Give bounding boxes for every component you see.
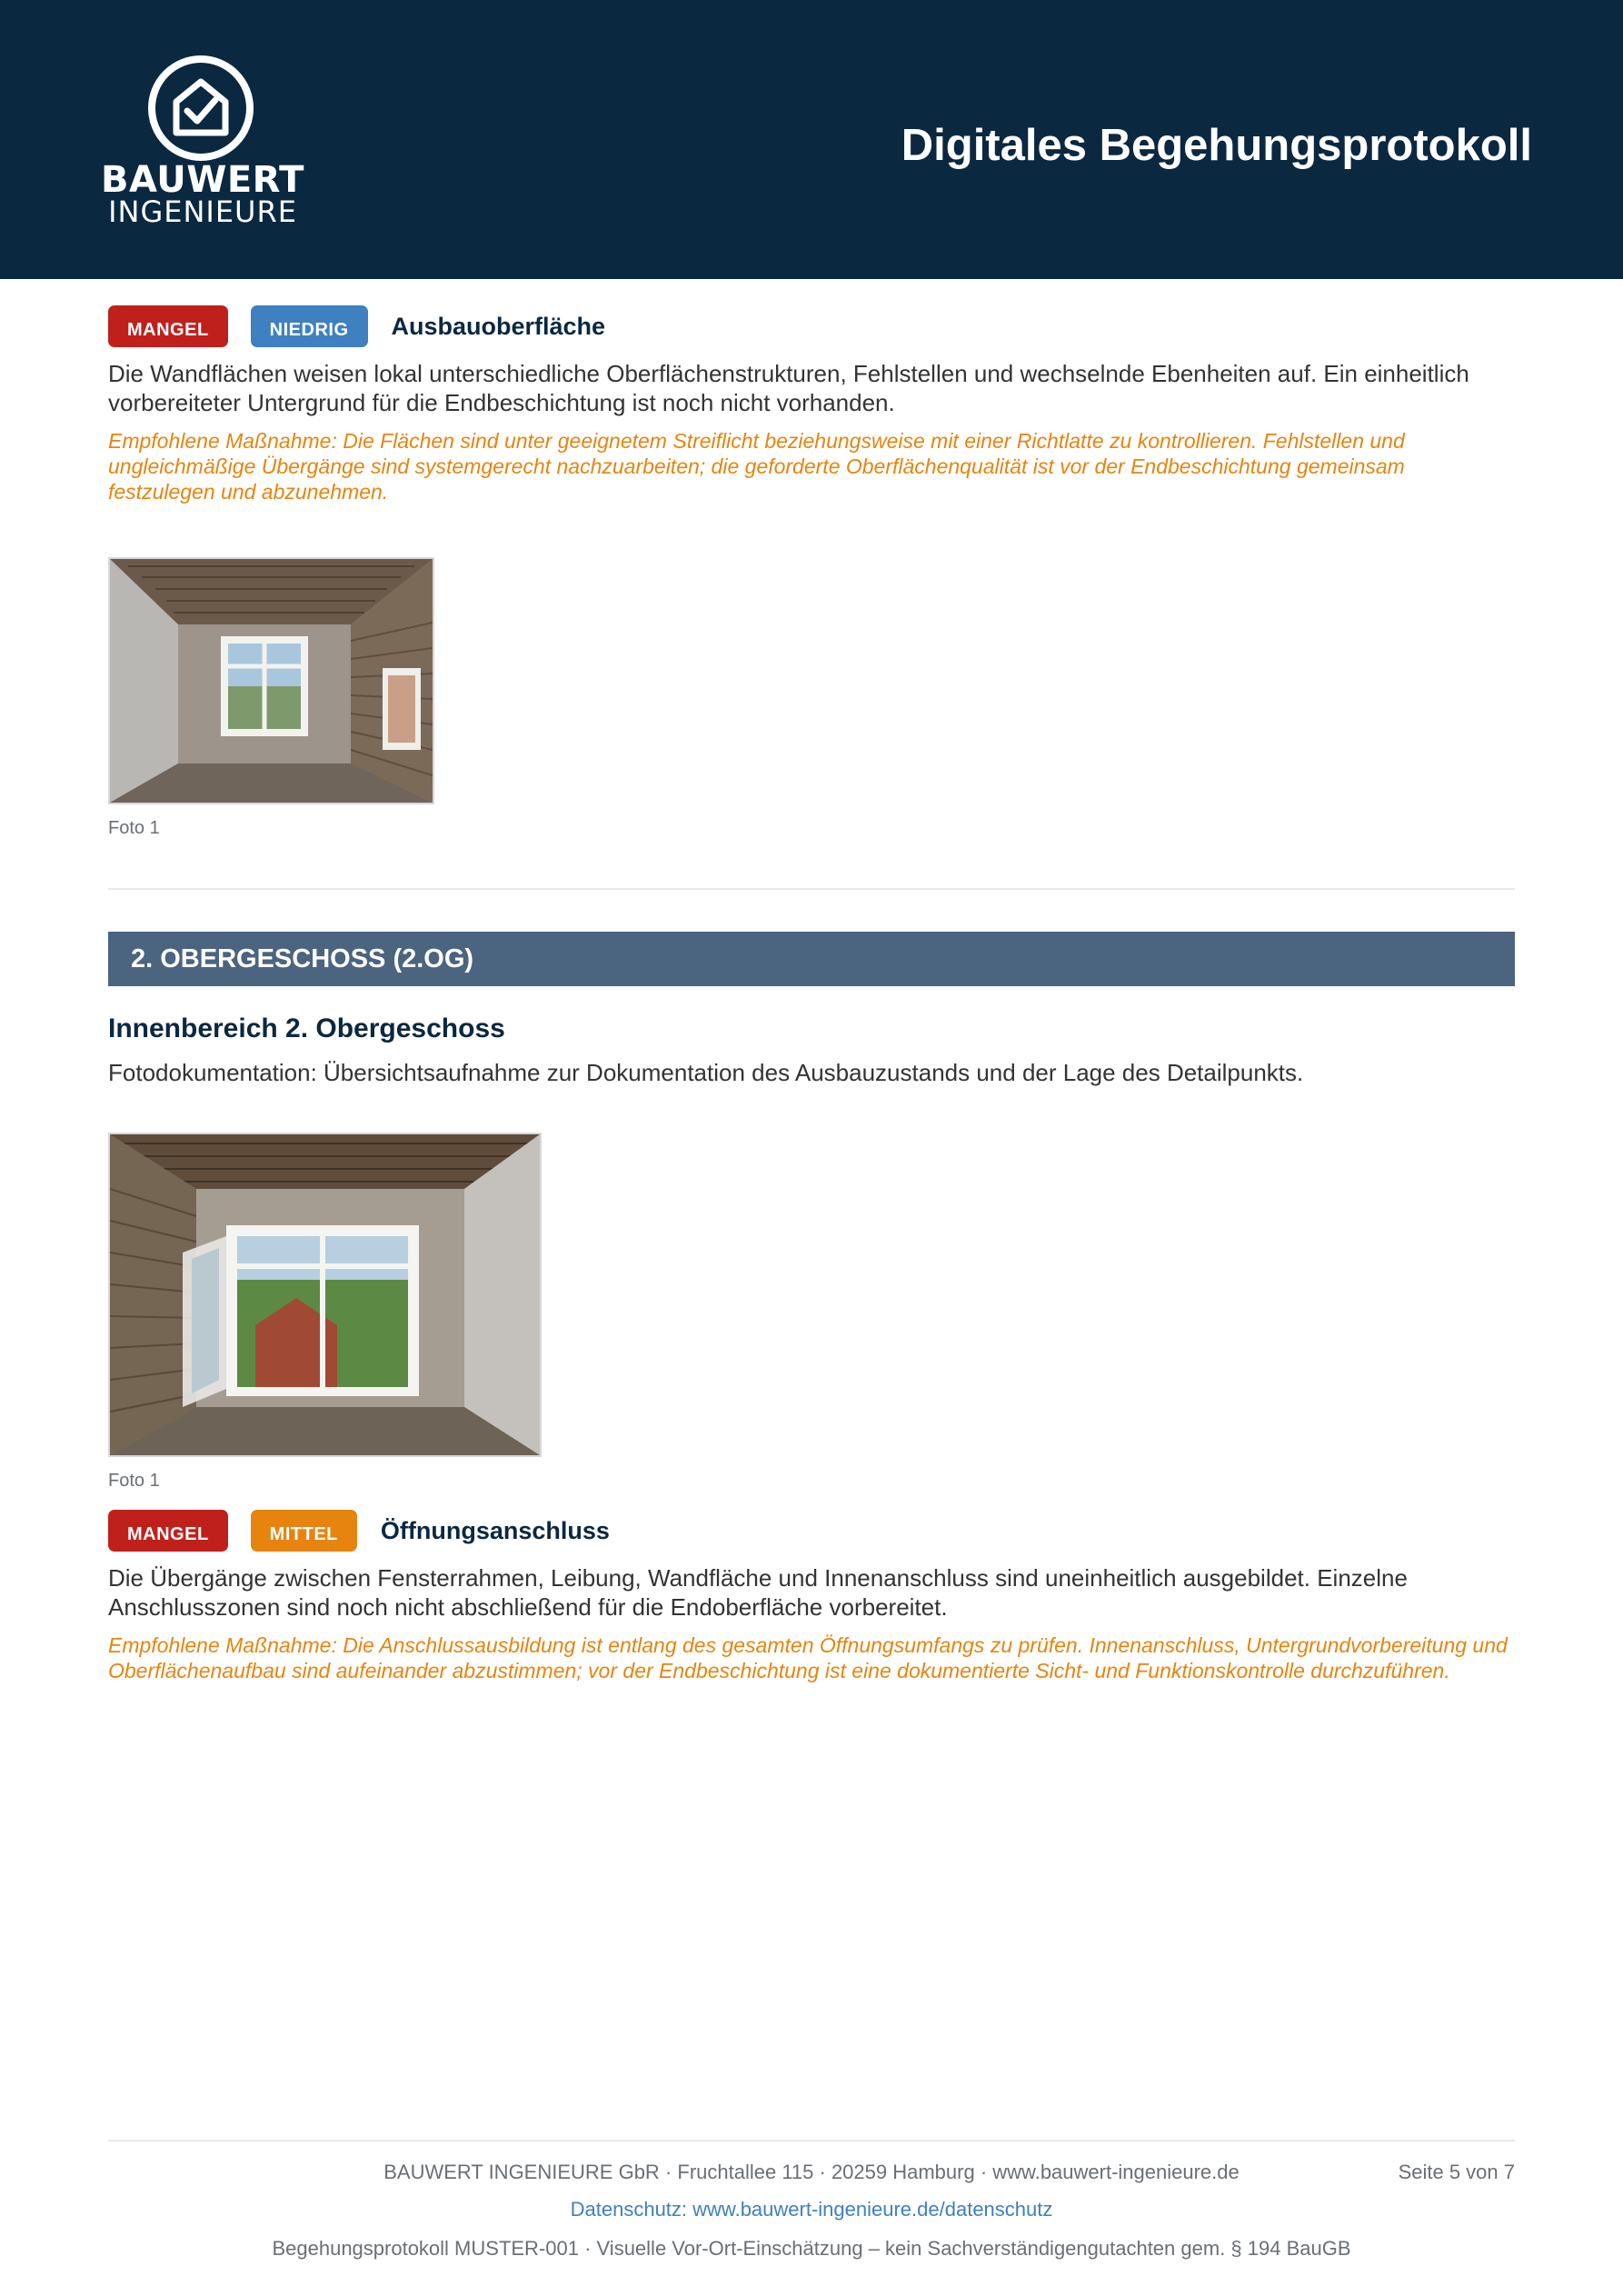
company-address: BAUWERT INGENIEURE GbR · Fruchtallee 115 · 20259 Hamburg · www.bauwert-ingenieure.de xyxy=(383,2161,1240,2183)
finding-description: Die Übergänge zwischen Fensterrahmen, Leibung, Wandfläche und Innenanschluss sind uneinheitlich ausgebildet. Einzelne Anschlusszonen sind noch nicht abschließend für die Endoberfläche vorbereitet. xyxy=(108,1564,1408,1621)
disclaimer-text: Begehungsprotokoll MUSTER-001 · Visuelle Vor-Ort-Einschätzung – kein Sachverständigengutachten gem. § 194 BauGB xyxy=(272,2237,1351,2260)
privacy-link[interactable]: Datenschutz: www.bauwert-ingenieure.de/datenschutz xyxy=(570,2198,1053,2221)
page-header xyxy=(0,0,1623,279)
photo-caption: Foto 1 xyxy=(108,818,160,838)
recommended-measure: Empfohlene Maßnahme: Die Flächen sind unter geeignetem Streiflicht beziehungsweise mit einer Richtlatte zu kontrollieren. Fehlstellen und ungleichmäßige Übergänge sind systemgerecht nachzuarbeiten; die geforderte Oberflächenqualität ist vor der Endbeschichtung gemeinsam festzulegen und abzunehmen. xyxy=(108,429,1405,504)
section-header-2og: 2. OBERGESCHOSS (2.OG) xyxy=(108,932,1515,986)
mangel-badge: MANGEL xyxy=(108,305,228,347)
photo-caption: Foto 1 xyxy=(108,1471,160,1491)
finding-description: Die Wandflächen weisen lokal unterschiedliche Oberflächenstrukturen, Fehlstellen und wechselnde Ebenheiten auf. Ein einheitlich vorbereiteter Untergrund für die Endbeschichtung ist noch nicht vorhanden. xyxy=(108,360,1469,416)
severity-badge-niedrig: NIEDRIG xyxy=(251,305,368,347)
finding-header xyxy=(108,305,1515,347)
finding-title: Öffnungsanschluss xyxy=(380,1517,610,1544)
section-divider xyxy=(108,888,1515,890)
window-photo-image xyxy=(110,1134,540,1455)
house-check-icon xyxy=(147,55,254,162)
page-number: Seite 5 von 7 xyxy=(1398,2161,1515,2183)
room-photo[interactable] xyxy=(108,557,434,804)
photo-documentation-text: Fotodokumentation: Übersichtsaufnahme zur Dokumentation des Ausbauzustands und der Lage des Detailpunkts. xyxy=(108,1059,1304,1086)
finding-header xyxy=(108,1510,1515,1552)
mangel-badge: MANGEL xyxy=(108,1510,228,1552)
finding-title: Ausbauoberfläche xyxy=(391,313,606,340)
finding-ausbauoberflaeche xyxy=(108,305,1515,839)
room-photo-image xyxy=(110,559,433,803)
recommended-measure: Empfohlene Maßnahme: Die Anschlussausbildung ist entlang des gesamten Öffnungsumfangs zu prüfen. Innenanschluss, Untergrundvorbereitung und Oberflächenaufbau sind aufeinander abzustimmen; vor der Endbeschichtung ist eine dokumentierte Sicht- und Funktionskontrolle durchzuführen. xyxy=(108,1633,1508,1682)
subsection-title: Innenbereich 2. Obergeschoss xyxy=(108,1013,505,1043)
footer-divider xyxy=(108,2140,1515,2141)
finding-oeffnungsanschluss xyxy=(108,1510,1515,1683)
logo-text-bauwert: BAUWERT xyxy=(101,159,304,201)
page-content xyxy=(108,305,1515,1683)
window-photo[interactable] xyxy=(108,1133,542,1457)
severity-badge-mittel: MITTEL xyxy=(251,1510,357,1552)
logo-text-ingenieure: INGENIEURE xyxy=(108,195,297,229)
company-logo xyxy=(98,55,307,232)
footer-info-row xyxy=(108,2159,1515,2186)
document-title: Digitales Begehungsprotokoll xyxy=(901,121,1532,170)
